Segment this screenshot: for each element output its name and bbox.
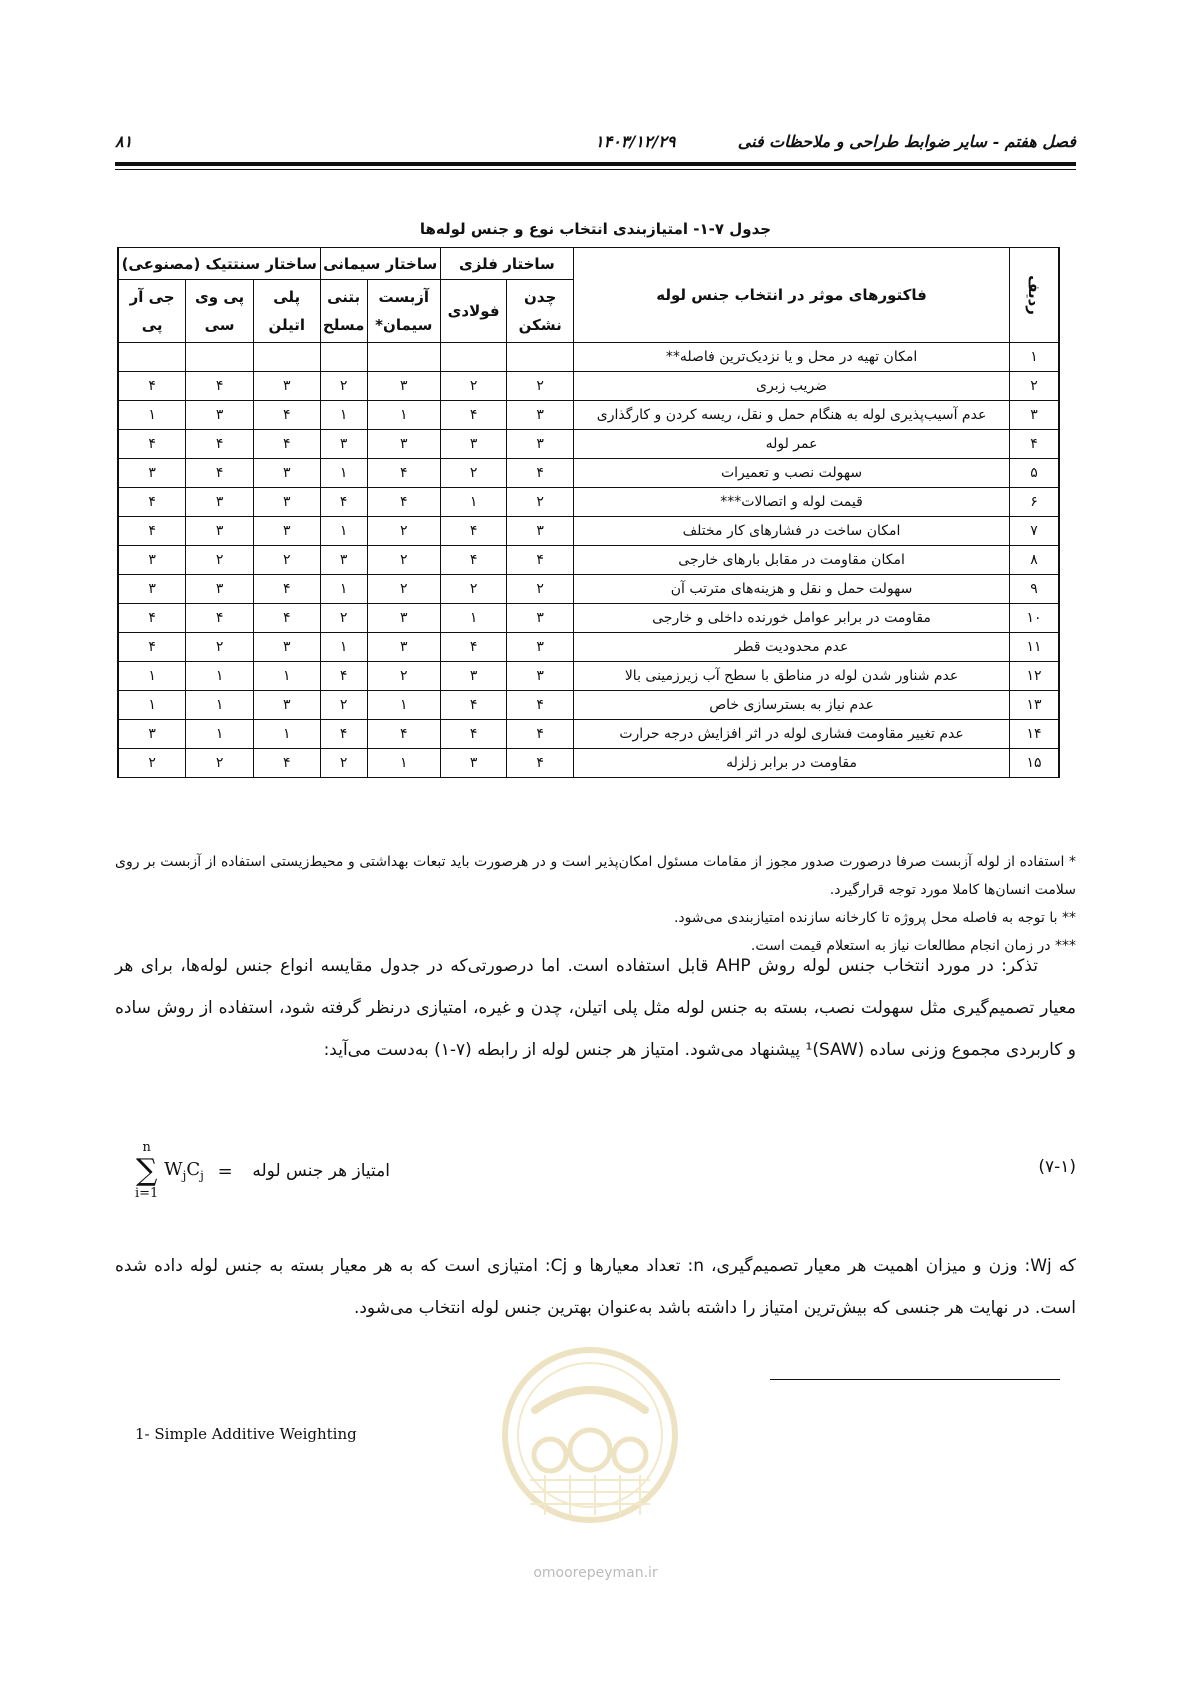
factor-cell: امکان ساخت در فشارهای کار مختلف: [573, 517, 1009, 546]
factor-cell: عدم نیاز به بسترسازی خاص: [573, 691, 1009, 720]
score-cell: ۱: [253, 720, 320, 749]
score-cell: ۳: [320, 546, 367, 575]
header-rule: [115, 162, 1076, 166]
score-cell: ۳: [367, 430, 440, 459]
score-cell: ۲: [186, 749, 254, 778]
score-cell: ۳: [118, 546, 186, 575]
row-number: ۱۲: [1010, 662, 1059, 691]
score-cell: ۳: [253, 459, 320, 488]
factor-header: فاکتورهای موثر در انتخاب جنس لوله: [573, 248, 1009, 343]
score-cell: ۴: [253, 401, 320, 430]
score-cell: ۲: [186, 546, 254, 575]
table-row: [118, 343, 1059, 372]
score-cell: ۴: [507, 720, 574, 749]
score-cell: ۲: [253, 546, 320, 575]
score-cell: ۳: [440, 430, 507, 459]
score-cell: ۴: [367, 488, 440, 517]
score-cell: ۴: [440, 691, 507, 720]
table-row: [118, 633, 1059, 662]
score-cell: ۳: [253, 488, 320, 517]
score-cell: ۳: [507, 633, 574, 662]
score-cell: ۳: [118, 720, 186, 749]
score-cell: ۱: [440, 488, 507, 517]
score-cell: ۱: [320, 517, 367, 546]
header-date: ۱۴۰۳/۱۲/۲۹: [595, 132, 676, 151]
row-number-header: ردیف: [1010, 248, 1059, 343]
score-cell: ۳: [118, 575, 186, 604]
material-header: فولادی: [440, 280, 507, 343]
score-cell: [118, 343, 186, 372]
row-number: ۵: [1010, 459, 1059, 488]
score-cell: ۳: [507, 662, 574, 691]
score-cell: ۳: [320, 430, 367, 459]
table-row: [118, 546, 1059, 575]
score-cell: ۴: [118, 372, 186, 401]
score-cell: ۴: [186, 604, 254, 633]
score-cell: ۲: [320, 749, 367, 778]
score-cell: ۴: [186, 372, 254, 401]
page-header: [115, 128, 1076, 154]
row-number: ۱۳: [1010, 691, 1059, 720]
score-cell: ۴: [118, 633, 186, 662]
score-cell: ۴: [507, 459, 574, 488]
score-cell: ۳: [367, 372, 440, 401]
score-cell: ۳: [507, 401, 574, 430]
score-cell: ۱: [186, 662, 254, 691]
body-paragraph: تذکر: در مورد انتخاب جنس لوله روش AHP قابل استفاده است. اما درصورتی‌که در جدول مقایسه انواع جنس لوله‌ها، برای هر معیار تصمیم‌گیری مثل سهولت نصب، بسته به جنس لوله مثل پلی اتیلن، چدن و غیره، امتیازی درنظر گرفته شود، استفاده از روش ساده و کاربردی مجموع وزنی ساده (SAW)¹ پیشنهاد می‌شود. امتیاز هر جنس لوله از رابطه (۷-۱) به‌دست می‌آید:: [115, 956, 1076, 1060]
score-cell: ۱: [320, 633, 367, 662]
factor-cell: امکان مقاومت در مقابل بارهای خارجی: [573, 546, 1009, 575]
score-cell: ۲: [320, 691, 367, 720]
score-cell: ۳: [367, 633, 440, 662]
table-row: [118, 575, 1059, 604]
score-cell: ۴: [253, 430, 320, 459]
footnote: 1- Simple Additive Weighting: [135, 1425, 357, 1443]
score-cell: ۴: [253, 604, 320, 633]
factor-cell: عمر لوله: [573, 430, 1009, 459]
score-cell: ۳: [186, 517, 254, 546]
score-cell: ۱: [367, 691, 440, 720]
material-header: چدن نشکن: [507, 280, 574, 343]
row-number: ۶: [1010, 488, 1059, 517]
score-cell: ۴: [253, 575, 320, 604]
pipe-scoring-table: [117, 247, 1060, 778]
row-number: ۸: [1010, 546, 1059, 575]
table-row: [118, 430, 1059, 459]
omoorepeyman-logo-watermark: [495, 1340, 685, 1550]
table-row: [118, 691, 1059, 720]
table-caption: جدول ۷-۱- امتیازبندی انتخاب نوع و جنس لوله‌ها: [419, 220, 772, 238]
score-cell: ۲: [320, 372, 367, 401]
row-number: ۱۴: [1010, 720, 1059, 749]
score-cell: ۴: [507, 749, 574, 778]
score-cell: ۴: [440, 517, 507, 546]
score-cell: ۴: [186, 459, 254, 488]
score-cell: ۲: [367, 517, 440, 546]
page-number: ۸۱: [115, 132, 133, 151]
score-cell: ۲: [367, 546, 440, 575]
score-cell: ۴: [320, 662, 367, 691]
factor-cell: سهولت حمل و نقل و هزینه‌های مترتب آن: [573, 575, 1009, 604]
table-row: [118, 720, 1059, 749]
row-number: ۲: [1010, 372, 1059, 401]
table-row: [118, 372, 1059, 401]
footnote-rule: [770, 1379, 1060, 1380]
row-number: ۱۰: [1010, 604, 1059, 633]
table-row: [118, 459, 1059, 488]
score-cell: [253, 343, 320, 372]
score-cell: ۴: [440, 633, 507, 662]
score-cell: ۲: [118, 749, 186, 778]
table-notes: [115, 848, 1076, 960]
table-row: [118, 662, 1059, 691]
score-cell: ۲: [367, 575, 440, 604]
score-cell: ۳: [440, 662, 507, 691]
score-cell: ۱: [367, 749, 440, 778]
score-cell: ۲: [440, 459, 507, 488]
table-row: [118, 517, 1059, 546]
score-cell: ۱: [186, 691, 254, 720]
table-row: [118, 604, 1059, 633]
score-cell: [186, 343, 254, 372]
score-cell: ۳: [253, 691, 320, 720]
factor-cell: عدم محدودیت قطر: [573, 633, 1009, 662]
formula-label: امتیاز هر جنس لوله: [252, 1161, 390, 1181]
score-cell: ۴: [186, 430, 254, 459]
score-cell: ۲: [507, 488, 574, 517]
factor-cell: امکان تهیه در محل و یا نزدیک‌ترین فاصله**: [573, 343, 1009, 372]
score-cell: ۲: [507, 575, 574, 604]
note-asbestos: * استفاده از لوله آزبست صرفا درصورت صدور مجوز از مقامات مسئول امکان‌پذیر است و در هرصورت باید تبعات بهداشتی و محیط‌زیستی استفاده از آزبست بر روی سلامت انسان‌ها کاملا مورد توجه قرارگیرد.: [115, 854, 1076, 898]
score-cell: ۳: [118, 459, 186, 488]
score-cell: ۳: [186, 401, 254, 430]
score-cell: ۳: [253, 633, 320, 662]
score-cell: ۳: [507, 517, 574, 546]
material-header: بتنی مسلح: [320, 280, 367, 343]
score-cell: ۱: [367, 401, 440, 430]
score-cell: ۴: [507, 691, 574, 720]
material-header: آزبست سیمان*: [367, 280, 440, 343]
score-cell: ۱: [440, 604, 507, 633]
score-cell: ۲: [367, 662, 440, 691]
table-body: [118, 343, 1059, 778]
score-cell: ۳: [186, 488, 254, 517]
score-cell: ۴: [253, 749, 320, 778]
row-number: ۳: [1010, 401, 1059, 430]
score-cell: ۴: [320, 488, 367, 517]
factor-cell: مقاومت در برابر عوامل خورنده داخلی و خارجی: [573, 604, 1009, 633]
row-number: ۱: [1010, 343, 1059, 372]
score-cell: ۴: [118, 488, 186, 517]
factor-cell: مقاومت در برابر زلزله: [573, 749, 1009, 778]
score-cell: ۱: [186, 720, 254, 749]
score-cell: ۴: [367, 720, 440, 749]
score-cell: ۲: [507, 372, 574, 401]
material-header: پی وی سی: [186, 280, 254, 343]
score-cell: ۴: [320, 720, 367, 749]
score-cell: ۳: [507, 604, 574, 633]
row-number: ۷: [1010, 517, 1059, 546]
score-cell: ۴: [118, 430, 186, 459]
score-cell: [367, 343, 440, 372]
factor-cell: عدم شناور شدن لوله در مناطق با سطح آب زیرزمینی بالا: [573, 662, 1009, 691]
formula-block: [115, 1140, 1076, 1210]
note-distance: ** با توجه به فاصله محل پروژه تا کارخانه سازنده امتیازبندی می‌شود.: [673, 910, 1076, 926]
score-cell: ۱: [118, 662, 186, 691]
note-price: *** در زمان انجام مطالعات نیاز به استعلام قیمت است.: [750, 938, 1076, 954]
score-cell: ۱: [118, 401, 186, 430]
score-cell: ۱: [320, 401, 367, 430]
score-cell: ۴: [440, 401, 507, 430]
material-header: جی آر پی: [118, 280, 186, 343]
chapter-title: فصل هفتم - سایر ضوابط طراحی و ملاحظات فنی: [737, 132, 1076, 151]
row-number: ۴: [1010, 430, 1059, 459]
row-number: ۱۱: [1010, 633, 1059, 662]
score-cell: ۱: [320, 459, 367, 488]
table-row: [118, 488, 1059, 517]
row-number: ۱۵: [1010, 749, 1059, 778]
score-cell: ۳: [253, 372, 320, 401]
table-row: [118, 401, 1059, 430]
score-cell: ۱: [253, 662, 320, 691]
score-cell: ۳: [186, 575, 254, 604]
header-rule-thin: [115, 169, 1076, 170]
score-cell: [440, 343, 507, 372]
material-header: پلی اتیلن: [253, 280, 320, 343]
formula-number: (۷-۱): [1038, 1157, 1076, 1177]
body-paragraph-2: که Wj: وزن و میزان اهمیت هر معیار تصمیم‌گیری، n: تعداد معیارها و Cj: امتیازی است که به هر معیار بسته به جنس لوله داده شده است. در نهایت هر جنسی که بیش‌ترین امتیاز را داشته باشد به‌عنوان بهترین جنس لوله انتخاب می‌شود.: [115, 1256, 1076, 1318]
watermark-url: omoorepeyman.ir: [533, 1565, 658, 1581]
row-number: ۹: [1010, 575, 1059, 604]
score-cell: ۳: [507, 430, 574, 459]
score-cell: [507, 343, 574, 372]
score-cell: ۳: [367, 604, 440, 633]
formula-expression: n ∑ i=1 $W_jC_j$ = امتیاز هر جنس لوله: [135, 1140, 390, 1201]
group-header-synthetic: ساختار سنتتیک (مصنوعی): [118, 248, 320, 280]
score-cell: ۴: [440, 720, 507, 749]
score-cell: ۴: [118, 604, 186, 633]
table-row: [118, 749, 1059, 778]
factor-cell: عدم آسیب‌پذیری لوله به هنگام حمل و نقل، ریسه کردن و کارگذاری: [573, 401, 1009, 430]
factor-cell: قیمت لوله و اتصالات***: [573, 488, 1009, 517]
score-cell: ۴: [367, 459, 440, 488]
score-cell: ۳: [253, 517, 320, 546]
score-cell: ۳: [440, 749, 507, 778]
score-cell: ۴: [440, 546, 507, 575]
score-cell: ۲: [440, 575, 507, 604]
score-cell: ۱: [320, 575, 367, 604]
score-cell: ۲: [320, 604, 367, 633]
factor-cell: عدم تغییر مقاومت فشاری لوله در اثر افزایش درجه حرارت: [573, 720, 1009, 749]
group-header-metal: ساختار فلزی: [440, 248, 573, 280]
score-cell: ۴: [118, 517, 186, 546]
summation: n ∑ i=1: [135, 1140, 159, 1201]
factor-cell: ضریب زبری: [573, 372, 1009, 401]
score-cell: ۲: [186, 633, 254, 662]
score-cell: [320, 343, 367, 372]
score-cell: ۴: [507, 546, 574, 575]
score-cell: ۲: [440, 372, 507, 401]
factor-cell: سهولت نصب و تعمیرات: [573, 459, 1009, 488]
score-cell: ۱: [118, 691, 186, 720]
group-header-cement: ساختار سیمانی: [320, 248, 440, 280]
